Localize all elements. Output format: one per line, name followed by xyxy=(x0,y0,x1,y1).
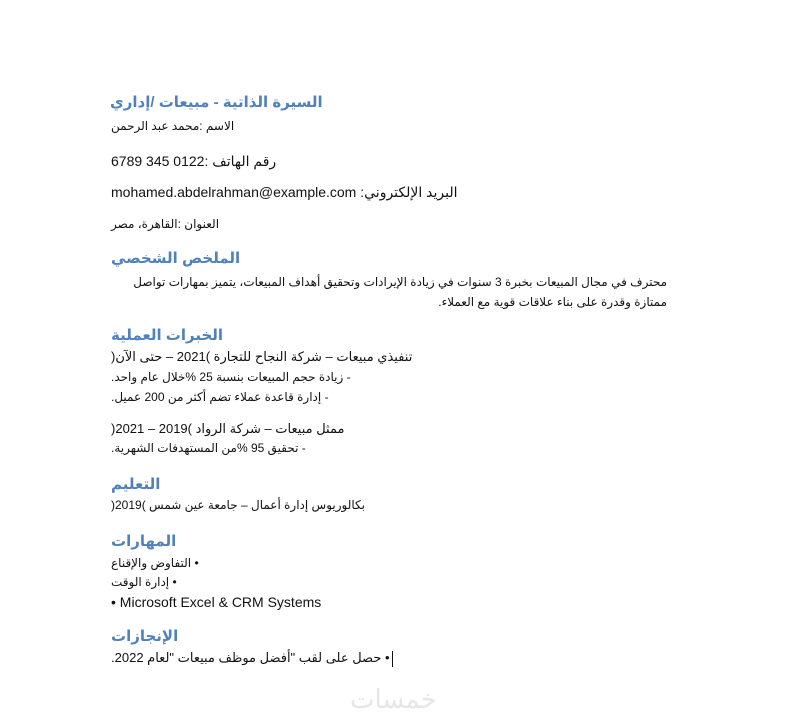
skill-item: • Microsoft Excel & CRM Systems xyxy=(111,594,322,610)
job1-title: تنفيذي مبيعات – شركة النجاح للتجارة )2021 – حتى الآن( xyxy=(111,349,413,364)
watermark-logo: خمسات xyxy=(350,684,437,714)
education-line: بكالوريوس إدارة أعمال – جامعة عين شمس )2019( xyxy=(111,498,366,512)
text-cursor xyxy=(392,651,393,667)
job2-title: ممثل مبيعات – شركة الرواد )2019 – 2021( xyxy=(111,421,345,436)
skill-item: • التفاوض والإقناع xyxy=(111,556,199,570)
address-line: العنوان :القاهرة، مصر xyxy=(111,217,220,231)
job1-item: - إدارة قاعدة عملاء تضم أكثر من 200 عميل. xyxy=(111,390,329,404)
achievement-line xyxy=(111,650,393,667)
job1-item: - زيادة حجم المبيعات بنسبة 25 %خلال عام واحد. xyxy=(111,370,351,384)
summary-heading: الملخص الشخصي xyxy=(111,250,241,267)
skill-item: • إدارة الوقت xyxy=(111,575,177,589)
document-title: السيرة الذاتية - مبيعات /إداري xyxy=(110,94,323,111)
summary-text: محترف في مجال المبيعات بخبرة 3 سنوات في زيادة الإيرادات وتحقيق أهداف المبيعات، يتميز بمهارات تواصل ممتازة وقدرة على بناء علاقات قوية مع العملاء. xyxy=(133,275,667,309)
education-heading: التعليم xyxy=(111,476,161,493)
name-line: الاسم :محمد عبد الرحمن xyxy=(111,119,235,133)
job2-item: - تحقيق 95 %من المستهدفات الشهرية. xyxy=(111,441,306,455)
experience-heading: الخبرات العملية xyxy=(111,327,224,344)
achievement-text: • حصل على لقب "أفضل موظف مبيعات "لعام 2022. xyxy=(111,650,390,665)
achievements-heading: الإنجازات xyxy=(111,628,179,645)
email-line: البريد الإلكتروني: mohamed.abdelrahman@example.com xyxy=(111,184,458,200)
skills-heading: المهارات xyxy=(111,533,177,550)
phone-line: رقم الهاتف :0122 345 6789 xyxy=(111,153,277,169)
